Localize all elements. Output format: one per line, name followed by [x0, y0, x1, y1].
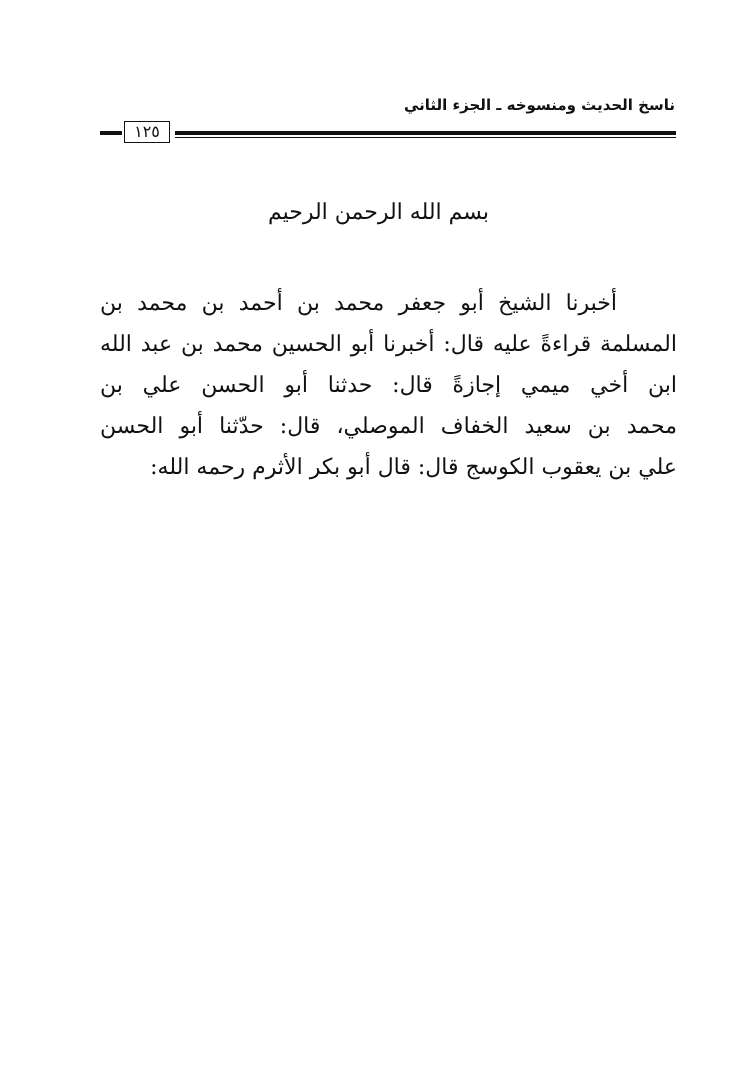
paragraph-line: علي بن يعقوب الكوسج قال: قال أبو بكر الأثرم رحمه الله:: [150, 455, 677, 480]
paragraph-line: أخبرنا الشيخ أبو جعفر محمد بن أحمد بن محمد بن: [100, 291, 617, 316]
body-paragraph: [100, 283, 677, 488]
header-rule-thin-line: [175, 137, 676, 138]
paragraph-line: محمد بن سعيد الخفاف الموصلي، قال: حدّثنا أبو الحسن: [100, 414, 677, 439]
running-title: ناسخ الحديث ومنسوخه ـ الجزء الثاني: [403, 96, 675, 114]
paragraph-line: ابن أخي ميمي إجازةً قال: حدثنا أبو الحسن علي بن: [100, 373, 677, 398]
header-rule: [100, 122, 676, 141]
header-rule-dash: [100, 131, 122, 135]
paragraph-line: المسلمة قراءةً عليه قال: أخبرنا أبو الحسين محمد بن عبد الله: [100, 332, 677, 357]
basmala: بسم الله الرحمن الرحيم: [267, 200, 490, 225]
page-number: ١٢٥: [124, 121, 170, 143]
header-rule-thick-line: [175, 131, 676, 135]
